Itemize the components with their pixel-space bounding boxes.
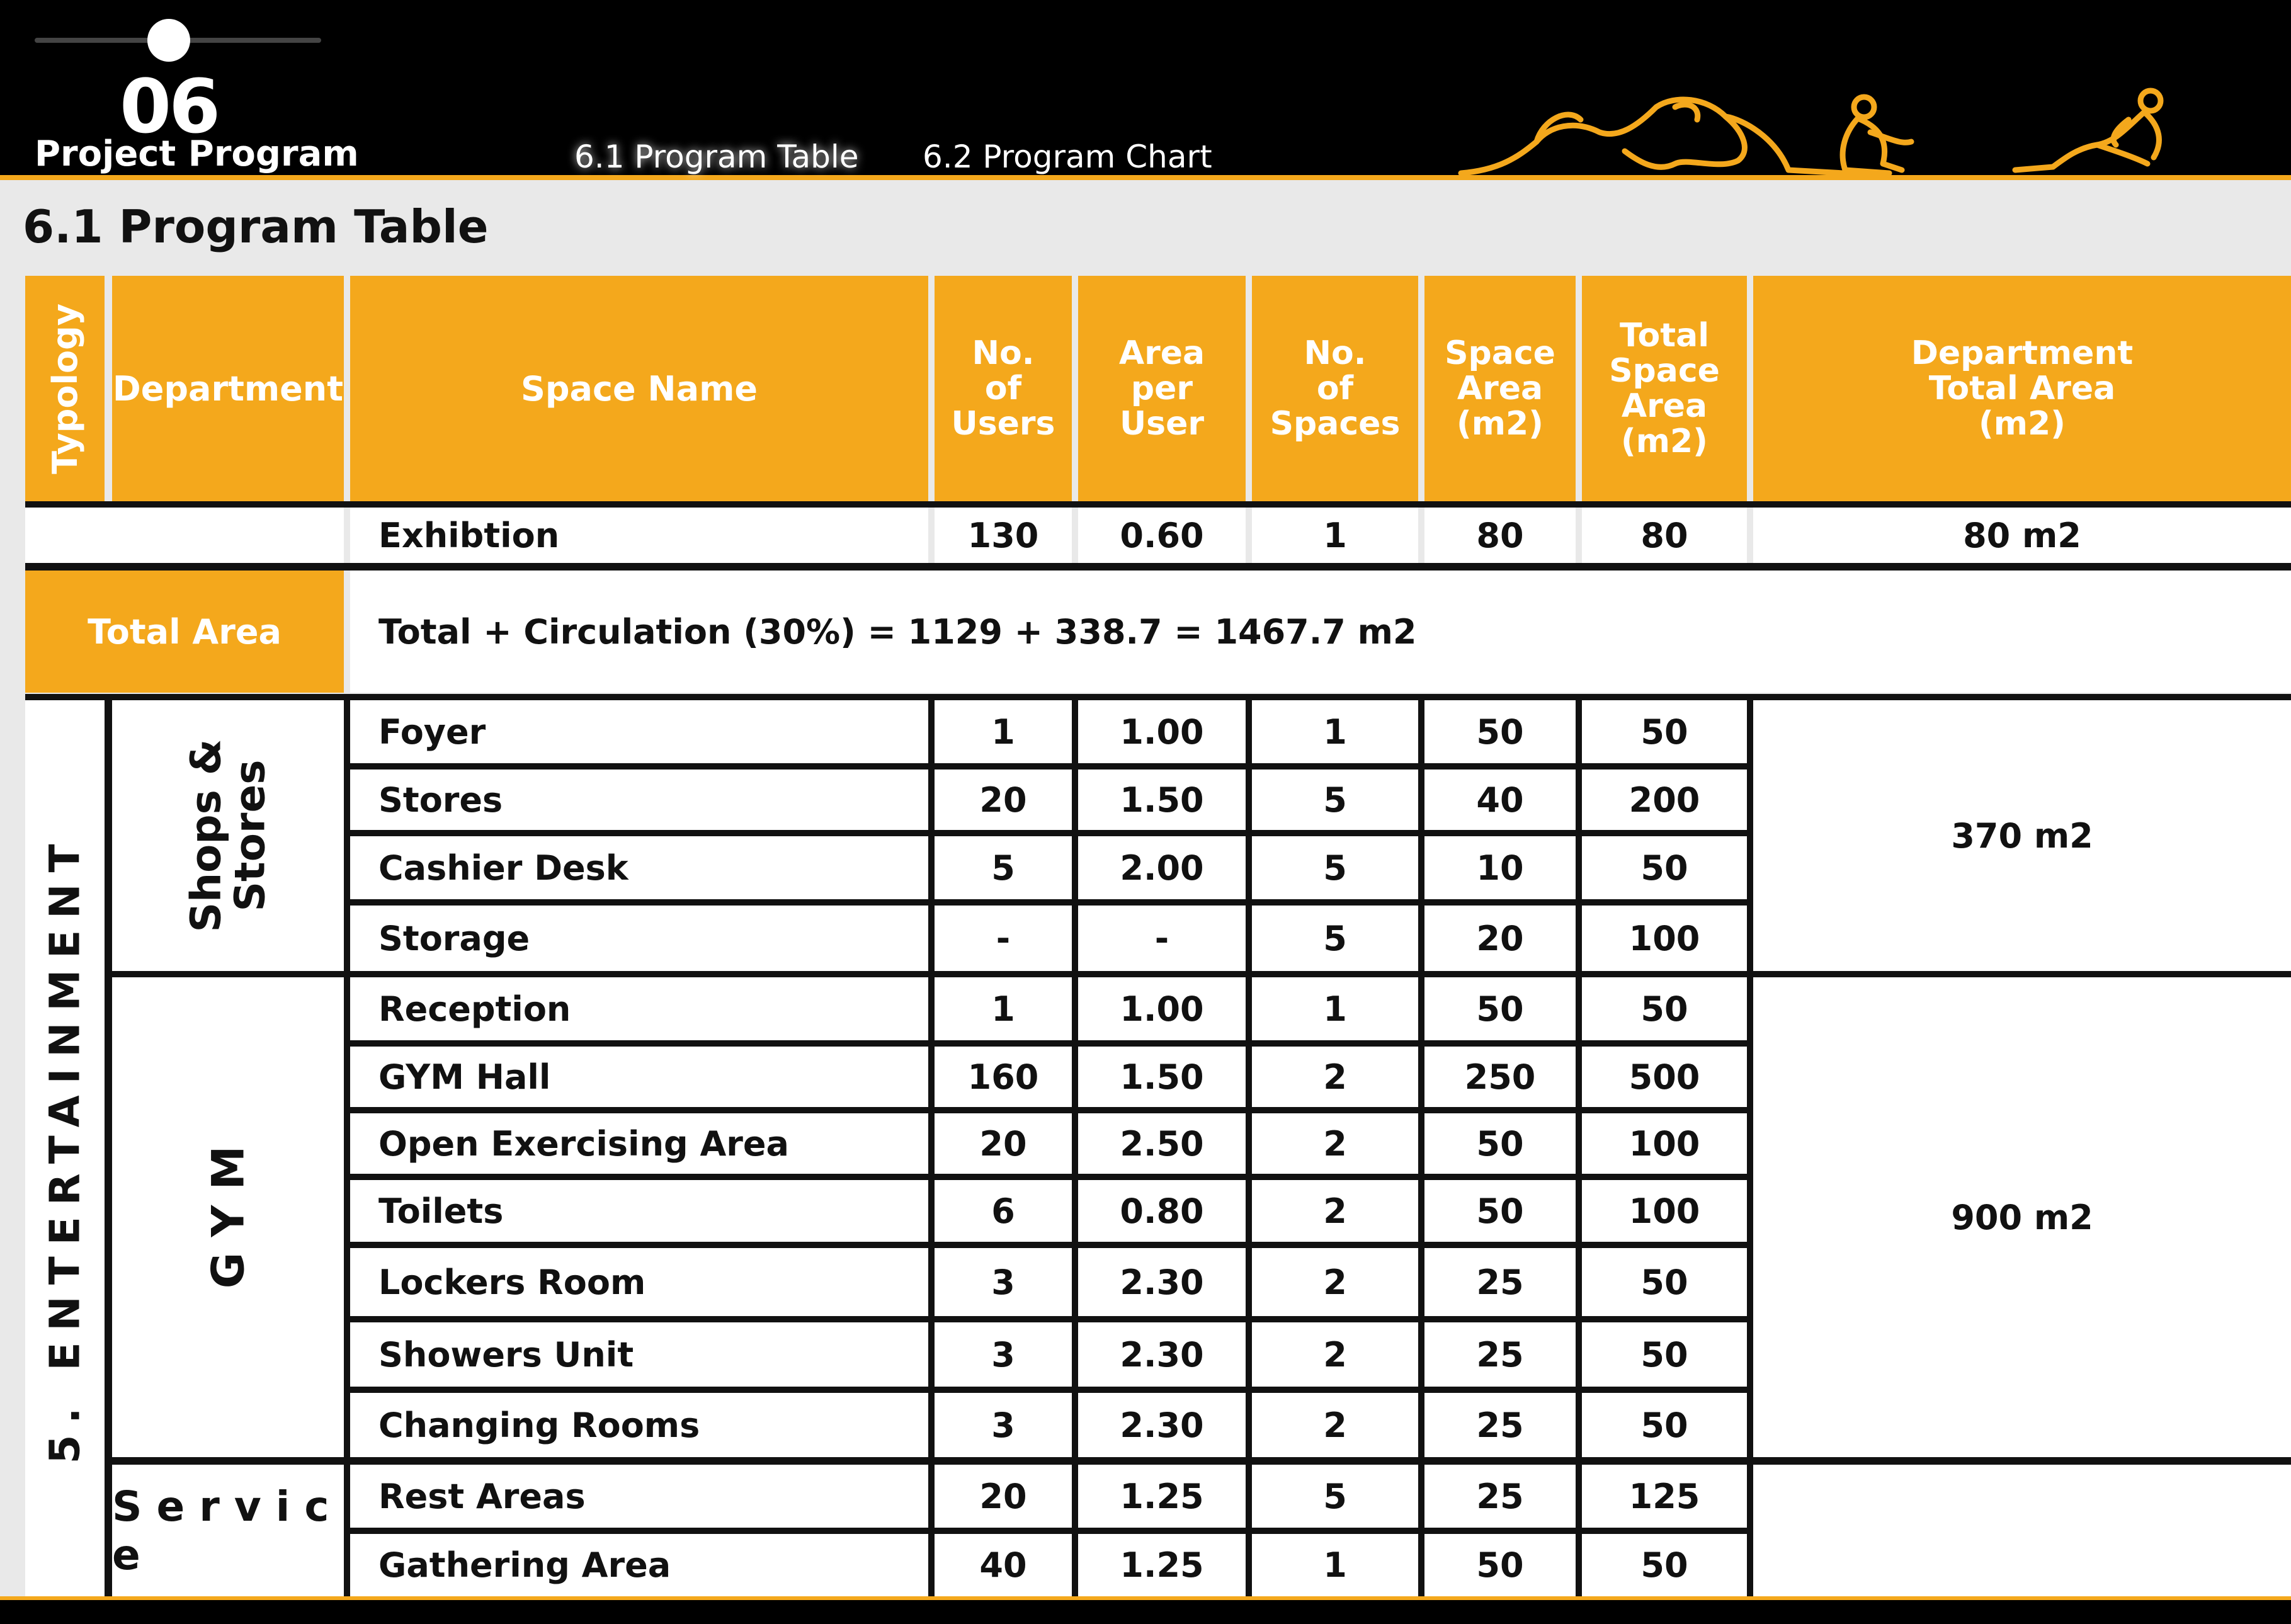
row-users: 1: [935, 700, 1072, 763]
typology-entertainment-text: 5. ENTERTAINMENT: [40, 832, 89, 1464]
header-divider: [25, 501, 2291, 508]
row-total-space-area: 100: [1582, 1180, 1747, 1242]
header-sa-l1: Space: [1445, 334, 1555, 372]
row-spaces: 1: [1252, 977, 1418, 1040]
header-users-l1: No.: [972, 334, 1035, 372]
row-users: 1: [935, 977, 1072, 1040]
exhibition-area-per-user: 0.60: [1078, 508, 1246, 563]
row-area-per-user: 1.00: [1078, 977, 1246, 1040]
row-space-area: 25: [1424, 1248, 1576, 1316]
row-total-space-area: 50: [1582, 700, 1747, 763]
row-users: 3: [935, 1248, 1072, 1316]
header-apu-l3: User: [1119, 405, 1205, 443]
row-users: 160: [935, 1047, 1072, 1107]
row-area-per-user: 1.00: [1078, 700, 1246, 763]
row-spaces: 2: [1252, 1248, 1418, 1316]
row-users: 40: [935, 1534, 1072, 1596]
header-typology: [25, 276, 105, 501]
row-space-area: 25: [1424, 1322, 1576, 1387]
department-service: S e r v i c e: [112, 1465, 344, 1596]
row-space-name: Stores: [350, 769, 928, 830]
row-users: 6: [935, 1180, 1072, 1242]
row-space-area: 10: [1424, 836, 1576, 899]
row-total-space-area: 125: [1582, 1465, 1747, 1528]
row-users: -: [935, 906, 1072, 971]
row-users: 20: [935, 1465, 1072, 1528]
exhibition-blank: [25, 508, 344, 563]
row-total-space-area: 200: [1582, 769, 1747, 830]
header-apu-l1: Area: [1118, 334, 1205, 372]
page-title: 6.1 Program Table: [23, 200, 489, 253]
chapter-title: Project Program: [35, 133, 359, 174]
header-typology-text: Typology: [45, 303, 85, 474]
row-space-name: Foyer: [350, 700, 928, 763]
row-space-name: Gathering Area: [350, 1534, 928, 1596]
tab-program-table[interactable]: 6.1 Program Table: [574, 139, 859, 175]
row-total-space-area: 50: [1582, 977, 1747, 1040]
row-space-area: 25: [1424, 1465, 1576, 1528]
row-users: 5: [935, 836, 1072, 899]
tab-program-chart[interactable]: 6.2 Program Chart: [923, 139, 1212, 175]
header-users-l2: of: [984, 370, 1022, 407]
header-tsa-l2: Space: [1609, 352, 1720, 390]
row-spaces: 5: [1252, 836, 1418, 899]
row-space-area: 250: [1424, 1047, 1576, 1107]
row-area-per-user: 0.80: [1078, 1180, 1246, 1242]
header-department: Department: [112, 276, 344, 501]
row-total-space-area: 50: [1582, 836, 1747, 899]
row-area-per-user: 1.25: [1078, 1465, 1246, 1528]
header-dt-l1: Department: [1911, 334, 2134, 372]
header-sa-l2: Area: [1457, 370, 1543, 407]
row-space-name: Rest Areas: [350, 1465, 928, 1528]
row-area-per-user: 2.30: [1078, 1322, 1246, 1387]
row-area-per-user: 2.30: [1078, 1393, 1246, 1457]
row-space-area: 50: [1424, 1534, 1576, 1596]
header-dt-l3: (m2): [1979, 405, 2066, 443]
row-spaces: 2: [1252, 1047, 1418, 1107]
header-space-area: [1424, 276, 1576, 501]
row-users: 20: [935, 1113, 1072, 1174]
row-space-name: Lockers Room: [350, 1248, 928, 1316]
row-space-name: Reception: [350, 977, 928, 1040]
row-users: 20: [935, 769, 1072, 830]
exhibition-spaces: 1: [1252, 508, 1418, 563]
header-spaces: [1252, 276, 1418, 501]
row-space-name: Open Exercising Area: [350, 1113, 928, 1174]
gym-dept-total: 900 m2: [1753, 977, 2291, 1457]
row-area-per-user: 2.50: [1078, 1113, 1246, 1174]
total-area-value: Total + Circulation (30%) = 1129 + 338.7 = 1467.7 m2: [350, 571, 2291, 693]
total-area-label: Total Area: [25, 571, 344, 693]
exhibition-space-area: 80: [1424, 508, 1576, 563]
row-spaces: 5: [1252, 769, 1418, 830]
header-space-name: Space Name: [350, 276, 928, 501]
row-area-per-user: -: [1078, 906, 1246, 971]
row-total-space-area: 500: [1582, 1047, 1747, 1107]
header-apu-l2: per: [1130, 370, 1193, 407]
row-spaces: 1: [1252, 700, 1418, 763]
row-total-space-area: 50: [1582, 1322, 1747, 1387]
header-users-l3: Users: [951, 405, 1055, 443]
department-shops-l1: Shops &: [181, 739, 230, 933]
row-users: 3: [935, 1322, 1072, 1387]
row-spaces: 5: [1252, 906, 1418, 971]
row-area-per-user: 1.25: [1078, 1534, 1246, 1596]
header-users: [935, 276, 1072, 501]
row-area-per-user: 1.50: [1078, 769, 1246, 830]
header-department-total: [1753, 276, 2291, 501]
row-space-name: GYM Hall: [350, 1047, 928, 1107]
header-tsa-l3: Area: [1621, 387, 1708, 425]
service-dept-total: [1753, 1465, 2291, 1596]
header-sa-l3: (m2): [1457, 405, 1543, 443]
row-spaces: 2: [1252, 1393, 1418, 1457]
row-spaces: 2: [1252, 1113, 1418, 1174]
row-area-per-user: 1.50: [1078, 1047, 1246, 1107]
exhibition-name: Exhibtion: [350, 508, 928, 563]
department-gym: [112, 977, 344, 1457]
row-space-name: Storage: [350, 906, 928, 971]
header-area-per-user: [1078, 276, 1246, 501]
header-spaces-l3: Spaces: [1270, 405, 1401, 443]
row-spaces: 5: [1252, 1465, 1418, 1528]
row-space-name: Toilets: [350, 1180, 928, 1242]
header-tsa-l4: (m2): [1621, 423, 1708, 460]
row-users: 3: [935, 1393, 1072, 1457]
row-total-space-area: 100: [1582, 906, 1747, 971]
exhibition-users: 130: [935, 508, 1072, 563]
row-spaces: 2: [1252, 1180, 1418, 1242]
row-total-space-area: 50: [1582, 1534, 1747, 1596]
exhibition-dept-total: 80 m2: [1753, 508, 2291, 563]
header-tsa-l1: Total: [1619, 317, 1710, 355]
department-shops: [112, 700, 344, 971]
row-total-space-area: 50: [1582, 1393, 1747, 1457]
row-spaces: 1: [1252, 1534, 1418, 1596]
row-space-name: Showers Unit: [350, 1322, 928, 1387]
row-area-per-user: 2.00: [1078, 836, 1246, 899]
chapter-number: 06: [120, 63, 219, 150]
row-area-per-user: 2.30: [1078, 1248, 1246, 1316]
header-spaces-l2: of: [1316, 370, 1354, 407]
row-spaces: 2: [1252, 1322, 1418, 1387]
row-total-space-area: 50: [1582, 1248, 1747, 1316]
department-shops-l2: Stores: [225, 759, 274, 912]
row-space-area: 50: [1424, 1180, 1576, 1242]
row-space-name: Changing Rooms: [350, 1393, 928, 1457]
row-total-space-area: 100: [1582, 1113, 1747, 1174]
row-space-name: Cashier Desk: [350, 836, 928, 899]
row-space-area: 50: [1424, 977, 1576, 1040]
exhibition-total: 80: [1582, 508, 1747, 563]
bottom-bar: [0, 1596, 2291, 1624]
row-space-area: 50: [1424, 1113, 1576, 1174]
row-space-area: 50: [1424, 700, 1576, 763]
row-space-area: 40: [1424, 769, 1576, 830]
department-gym-text: G Y M: [202, 1145, 254, 1289]
header-total-space-area: [1582, 276, 1747, 501]
row-space-area: 20: [1424, 906, 1576, 971]
shops-dept-total: 370 m2: [1753, 700, 2291, 971]
row-space-area: 25: [1424, 1393, 1576, 1457]
header-spaces-l1: No.: [1304, 334, 1367, 372]
typology-entertainment: [25, 700, 105, 1596]
header-dt-l2: Total Area: [1928, 370, 2116, 407]
